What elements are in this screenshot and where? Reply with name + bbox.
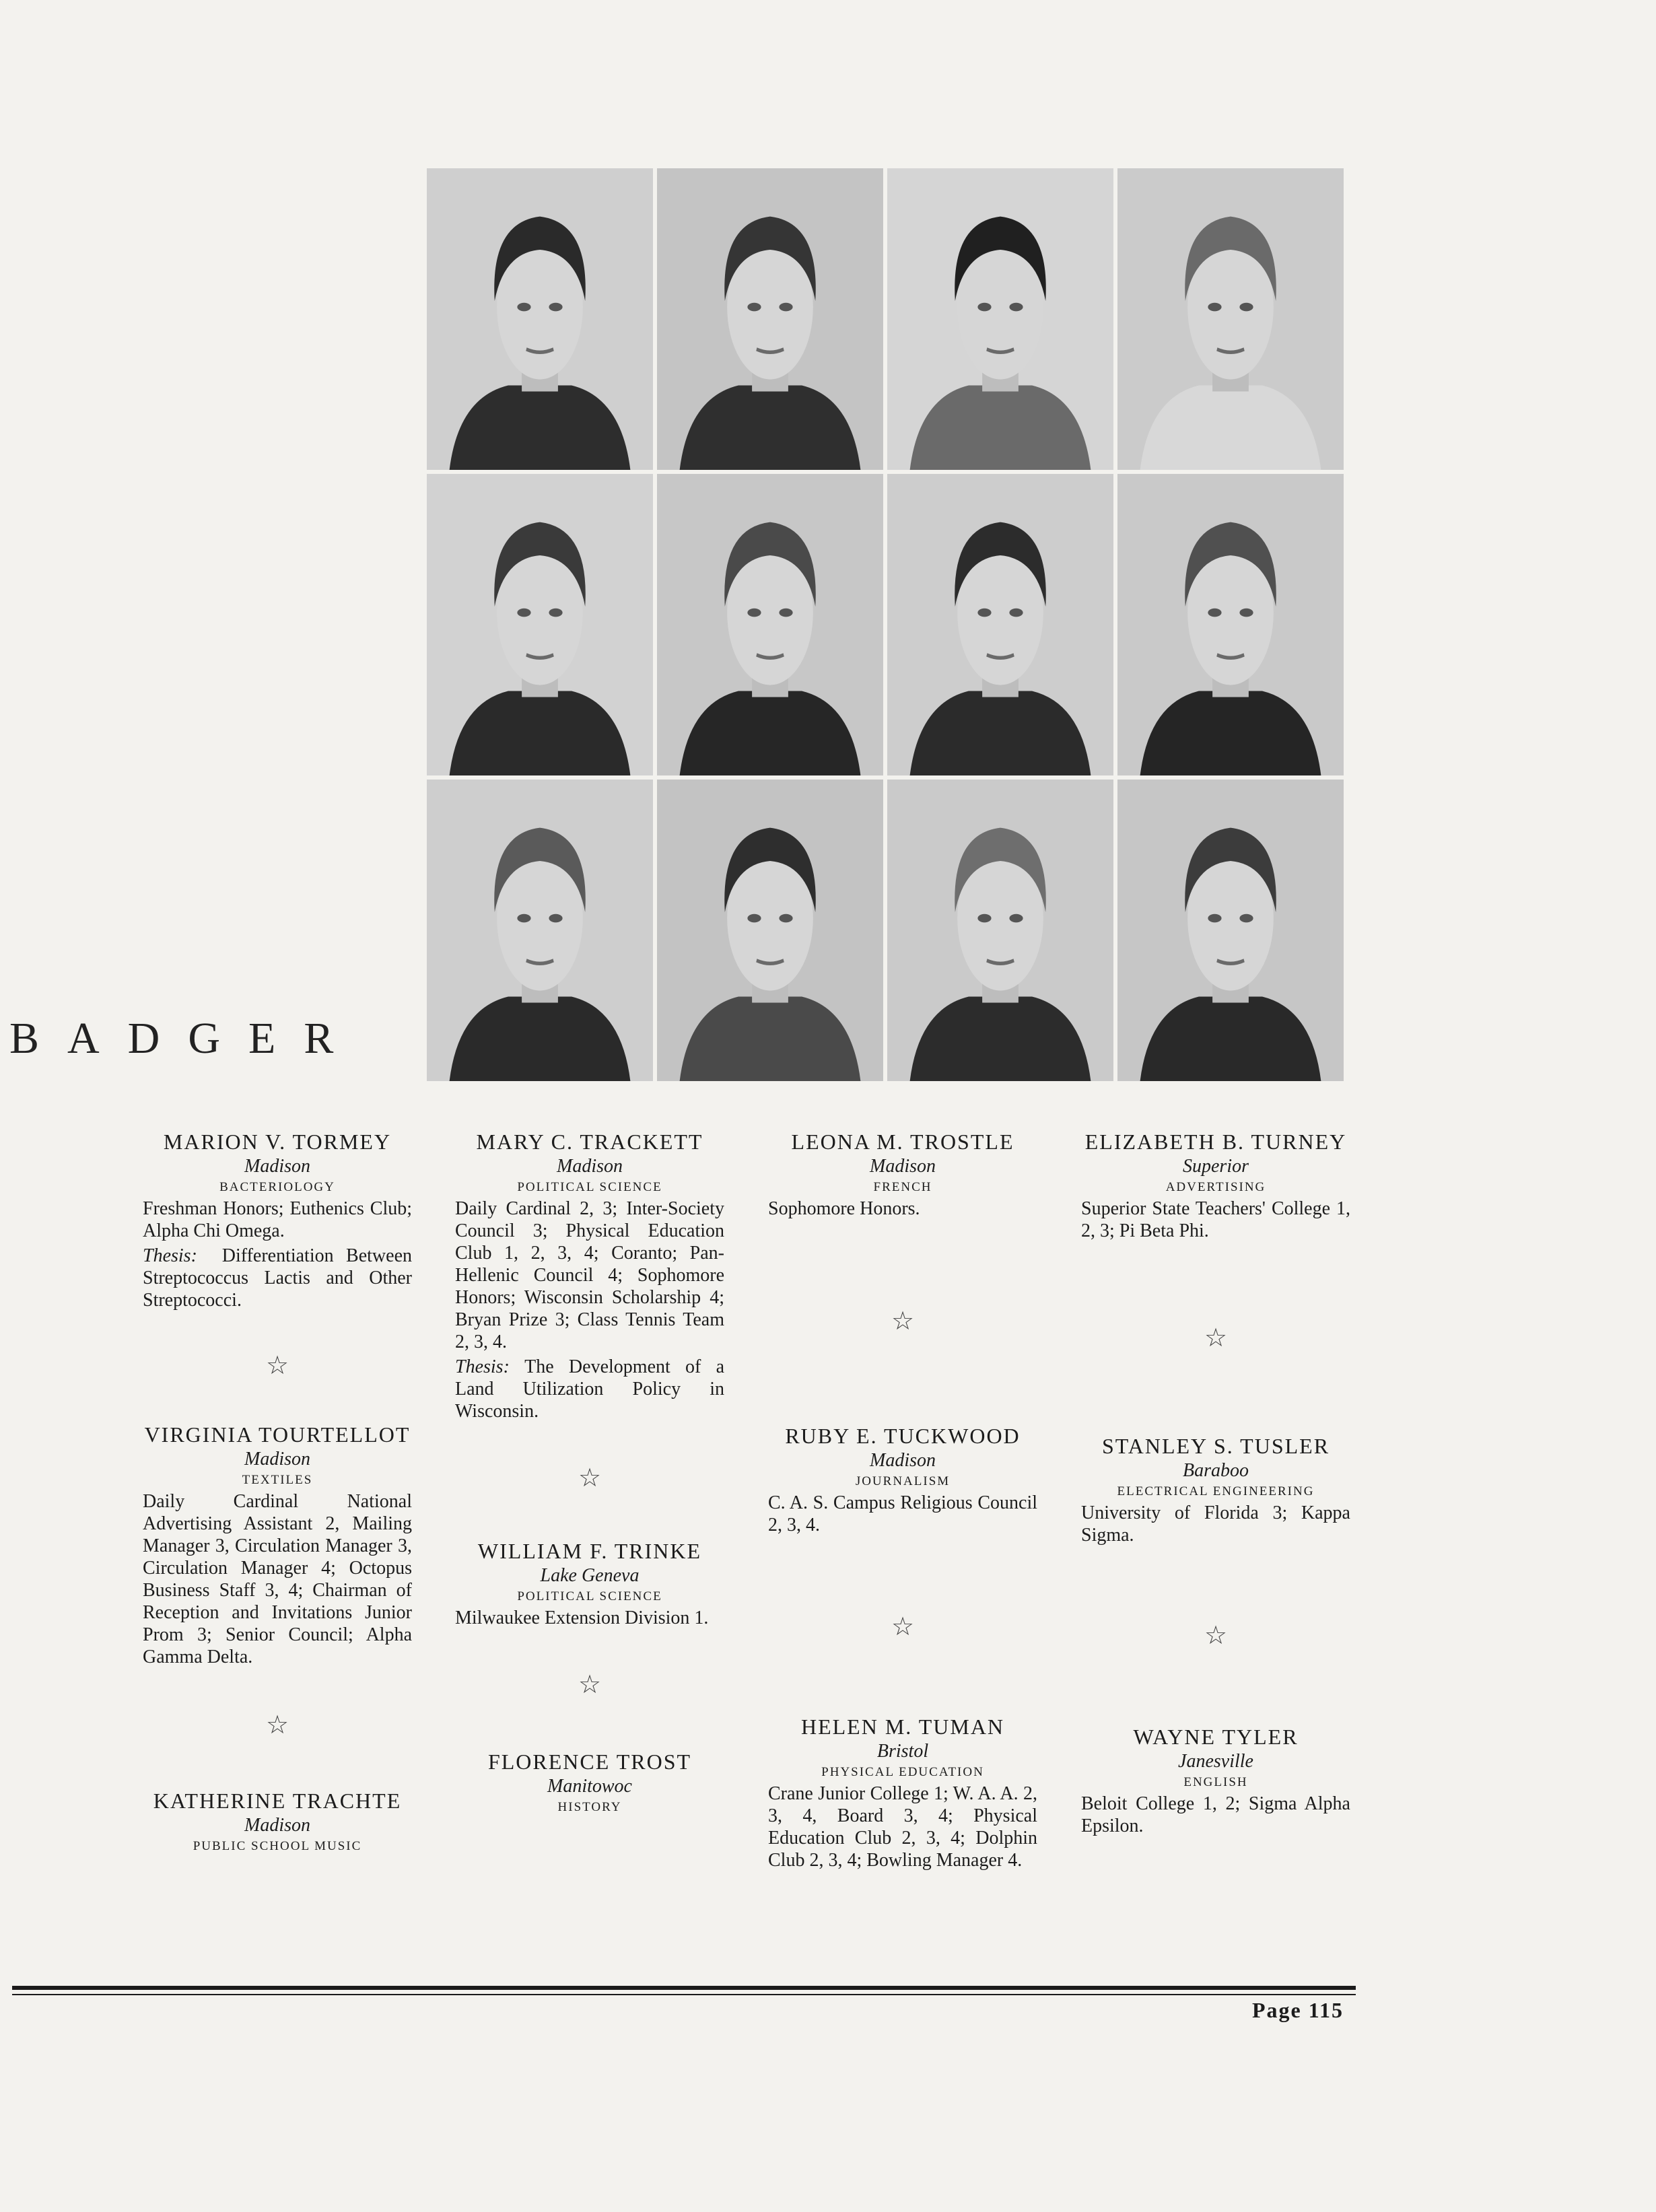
- senior-entry: [768, 1715, 1037, 1871]
- portrait-silhouette-icon: [657, 168, 883, 470]
- senior-major: ADVERTISING: [1165, 1180, 1266, 1194]
- senior-major: BACTERIOLOGY: [219, 1180, 335, 1194]
- senior-entry: [768, 1424, 1037, 1536]
- portrait-silhouette-icon: [657, 474, 883, 775]
- senior-column-1: [143, 1130, 412, 1857]
- senior-activities: C. A. S. Campus Religious Council 2, 3, 4.: [768, 1492, 1037, 1535]
- star-divider-icon: ☆: [578, 1671, 602, 1699]
- senior-activities: Daily Cardinal 2, 3; Inter-Society Council 3; Physical Education Club 1, 2, 3, 4; Coranto; Pan-Hellenic Council 4; Sophomore Honors; Wisconsin Scholarship 4; Bryan Prize 3; Class Tennis Team 2, 3, 4.: [455, 1198, 724, 1352]
- senior-hometown: Madison: [557, 1156, 623, 1177]
- portrait-silhouette-icon: [1117, 168, 1344, 470]
- senior-major: POLITICAL SCIENCE: [517, 1589, 662, 1603]
- senior-hometown: Manitowoc: [547, 1776, 632, 1797]
- senior-major: POLITICAL SCIENCE: [517, 1180, 662, 1194]
- portrait-silhouette-icon: [427, 474, 653, 775]
- portrait-silhouette-icon: [427, 168, 653, 470]
- portrait-photo: [887, 474, 1113, 775]
- senior-name: LEONA M. TROSTLE: [791, 1130, 1014, 1154]
- senior-hometown: Superior: [1183, 1156, 1249, 1177]
- footer-rule: [12, 1986, 1356, 1990]
- star-divider-icon: ☆: [891, 1307, 915, 1336]
- star-divider-icon: ☆: [1204, 1622, 1228, 1650]
- senior-major: HISTORY: [557, 1800, 622, 1814]
- senior-activities: Superior State Teachers' College 1, 2, 3; Pi Beta Phi.: [1081, 1198, 1350, 1241]
- senior-hometown: Baraboo: [1183, 1460, 1249, 1481]
- senior-name: WILLIAM F. TRINKE: [477, 1539, 702, 1563]
- footer-rule-thin: [12, 1994, 1356, 1995]
- thesis-title: Differentiation Between Streptococcus Lactis and Other Streptococci.: [143, 1245, 412, 1311]
- senior-thesis: [455, 1356, 724, 1422]
- masthead-badger: BADGER: [9, 1014, 362, 1063]
- portrait-photo: [1117, 780, 1344, 1081]
- portrait-photo: [427, 474, 653, 775]
- portrait-photo: [887, 168, 1113, 470]
- senior-major: PHYSICAL EDUCATION: [821, 1765, 984, 1779]
- senior-major: ENGLISH: [1183, 1775, 1248, 1789]
- portrait-silhouette-icon: [887, 780, 1113, 1081]
- portrait-silhouette-icon: [887, 168, 1113, 470]
- star-divider-icon: ☆: [265, 1711, 289, 1739]
- portrait-photo: [887, 780, 1113, 1081]
- senior-activities: Beloit College 1, 2; Sigma Alpha Epsilon.: [1081, 1793, 1350, 1836]
- portrait-silhouette-icon: [1117, 474, 1344, 775]
- senior-entry: [1081, 1130, 1350, 1242]
- portrait-grid: [427, 168, 1344, 1081]
- senior-hometown: Madison: [244, 1449, 310, 1470]
- portrait-photo: [427, 168, 653, 470]
- senior-name: ELIZABETH B. TURNEY: [1084, 1130, 1347, 1154]
- senior-hometown: Madison: [870, 1156, 936, 1177]
- portrait-silhouette-icon: [657, 780, 883, 1081]
- page-number: Page 115: [1252, 1998, 1344, 2022]
- star-divider-icon: ☆: [1204, 1324, 1228, 1352]
- portrait-photo: [657, 168, 883, 470]
- senior-major: ELECTRICAL ENGINEERING: [1117, 1484, 1315, 1498]
- senior-major: TEXTILES: [242, 1473, 313, 1487]
- senior-name: WAYNE TYLER: [1133, 1725, 1299, 1749]
- senior-hometown: Lake Geneva: [540, 1565, 640, 1586]
- portrait-silhouette-icon: [1117, 780, 1344, 1081]
- senior-hometown: Madison: [244, 1815, 310, 1836]
- senior-name: MARY C. TRACKETT: [476, 1130, 703, 1154]
- senior-entry: [768, 1130, 1037, 1220]
- senior-hometown: Bristol: [876, 1741, 929, 1762]
- portrait-photo: [1117, 168, 1344, 470]
- senior-hometown: Madison: [870, 1450, 936, 1471]
- thesis-label: Thesis:: [143, 1245, 197, 1266]
- portrait-photo: [1117, 474, 1344, 775]
- senior-column-3: [768, 1130, 1037, 1871]
- senior-entry: [455, 1539, 724, 1629]
- senior-thesis: [143, 1245, 412, 1311]
- senior-column-4: [1081, 1130, 1350, 1837]
- senior-hometown: Madison: [244, 1156, 310, 1177]
- star-divider-icon: ☆: [891, 1613, 915, 1641]
- portrait-silhouette-icon: [887, 474, 1113, 775]
- senior-entry: [455, 1750, 724, 1815]
- senior-name: MARION V. TORMEY: [163, 1130, 392, 1154]
- senior-activities: Daily Cardinal National Advertising Assistant 2, Mailing Manager 3, Circulation Manager 3, Circulation Manager 4; Octopus Business Staff 3, 4; Chairman of Reception and Invitations Junior Prom 3; Senior Council; Alpha Gamma Delta.: [143, 1491, 412, 1667]
- senior-activities: Sophomore Honors.: [768, 1198, 920, 1219]
- senior-name: KATHERINE TRACHTE: [153, 1789, 402, 1813]
- senior-entry: [143, 1789, 412, 1854]
- portrait-photo: [427, 780, 653, 1081]
- senior-name: STANLEY S. TUSLER: [1101, 1434, 1330, 1458]
- thesis-label: Thesis:: [455, 1356, 510, 1377]
- senior-entry: [143, 1422, 412, 1668]
- senior-name: HELEN M. TUMAN: [800, 1715, 1005, 1739]
- senior-name: FLORENCE TROST: [487, 1750, 692, 1774]
- senior-major: PUBLIC SCHOOL MUSIC: [193, 1839, 362, 1853]
- senior-major: FRENCH: [873, 1180, 932, 1194]
- portrait-silhouette-icon: [427, 780, 653, 1081]
- portrait-photo: [657, 780, 883, 1081]
- portrait-photo: [657, 474, 883, 775]
- star-divider-icon: ☆: [265, 1352, 289, 1380]
- senior-activities: Crane Junior College 1; W. A. A. 2, 3, 4, Board 3, 4; Physical Education Club 2, 3, 4; Dolphin Club 2, 3, 4; Bowling Manager 4.: [768, 1783, 1037, 1871]
- senior-column-2: [455, 1130, 724, 1818]
- thesis-title: The Development of a Land Utilization Policy in Wisconsin.: [455, 1356, 725, 1422]
- senior-major: JOURNALISM: [855, 1474, 951, 1488]
- senior-activities: University of Florida 3; Kappa Sigma.: [1081, 1502, 1350, 1546]
- senior-entry: [1081, 1434, 1350, 1546]
- senior-name: VIRGINIA TOURTELLOT: [144, 1422, 411, 1447]
- senior-activities: Milwaukee Extension Division 1.: [455, 1608, 709, 1628]
- senior-entry: [1081, 1725, 1350, 1837]
- senior-name: RUBY E. TUCKWOOD: [785, 1424, 1021, 1448]
- senior-entry: [143, 1130, 412, 1311]
- senior-hometown: Janesville: [1178, 1751, 1253, 1772]
- star-divider-icon: ☆: [578, 1464, 602, 1492]
- senior-activities: Freshman Honors; Euthenics Club; Alpha Chi Omega.: [143, 1198, 412, 1241]
- senior-entry: [455, 1130, 724, 1422]
